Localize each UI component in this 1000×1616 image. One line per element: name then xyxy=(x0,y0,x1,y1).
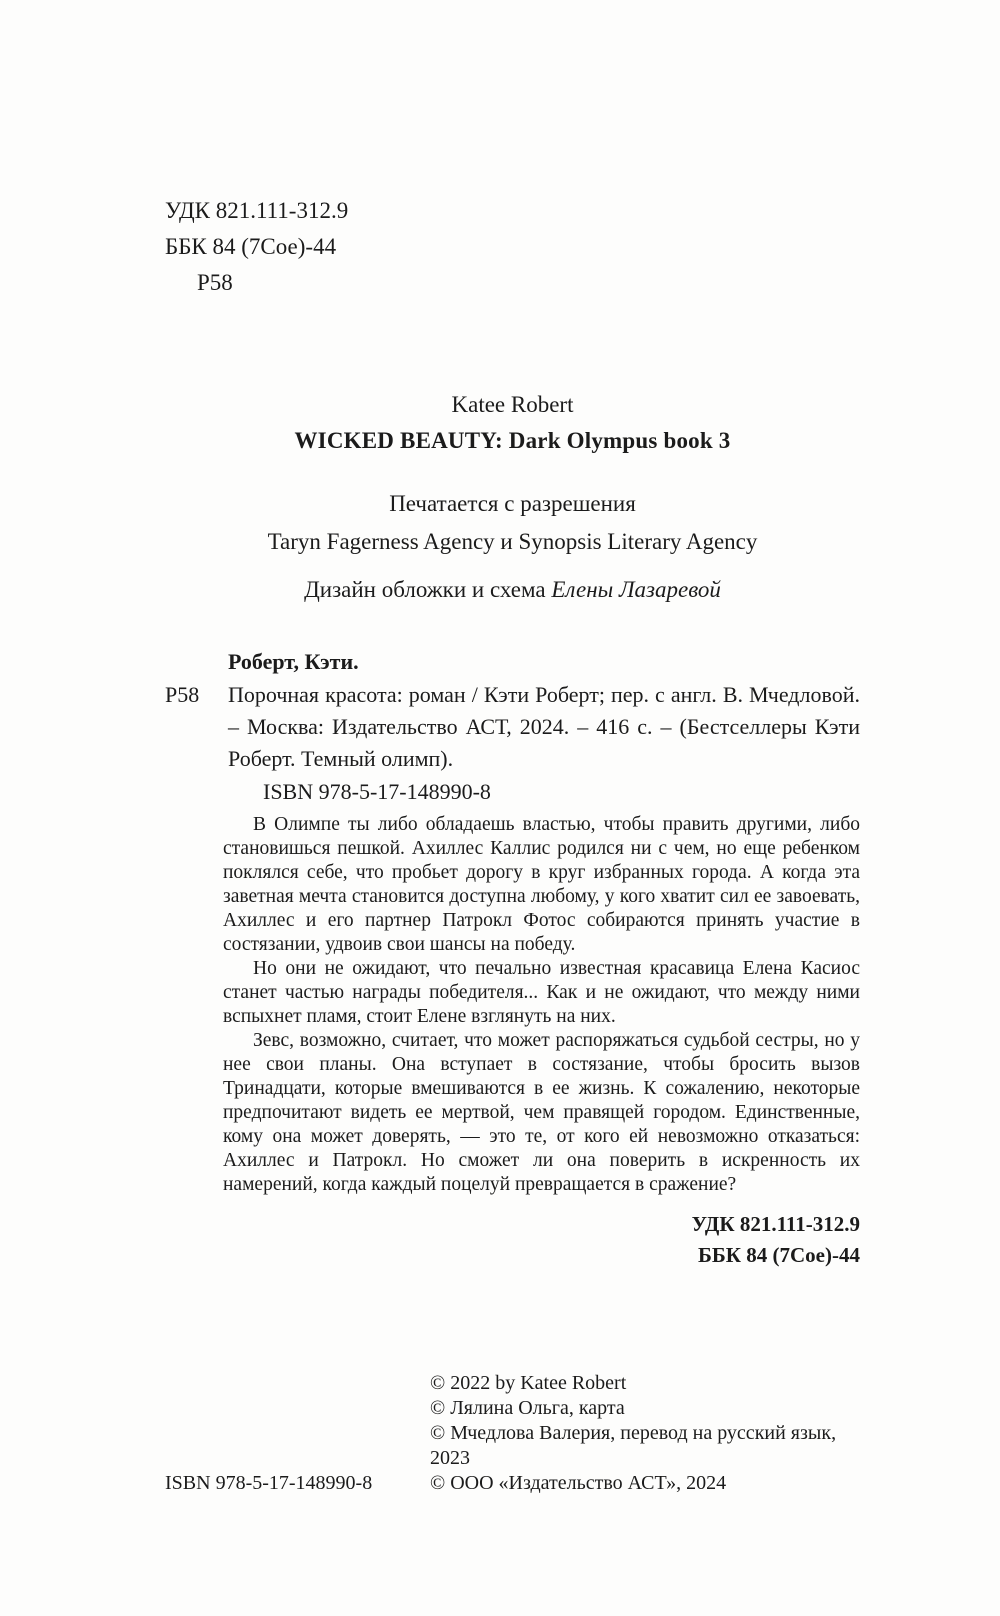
copyright-line-1: © 2022 by Katee Robert xyxy=(430,1372,627,1394)
copyright-line-3: © Мчедлова Валерия, перевод на русский язык, 2023 xyxy=(430,1422,837,1469)
isbn-mid: ISBN 978-5-17-148990-8 xyxy=(263,779,491,804)
bib-author: Роберт, Кэти. xyxy=(228,649,359,674)
bib-entry: Порочная красота: роман / Кэти Роберт; пер. с англ. В. Мчедловой. – Москва: Издательство АСТ, 2024. – 416 с. – (Бестселлеры Кэти Роберт. Темный олимп). xyxy=(228,682,860,771)
author-sign-code-margin: Р58 xyxy=(165,682,200,707)
original-title-block xyxy=(165,387,860,459)
permission-block xyxy=(165,485,860,561)
copyright-line-2: © Лялина Ольга, карта xyxy=(430,1397,625,1419)
author-sign-code-top: Р58 xyxy=(197,270,233,295)
permission-note: Печатается с разрешения xyxy=(389,491,636,516)
copyright-line-4: © ООО «Издательство АСТ», 2024 xyxy=(430,1472,727,1494)
bibliographic-record xyxy=(165,645,860,809)
design-credit-prefix: Дизайн обложки и схема xyxy=(304,577,552,602)
bbk-code-bottom: ББК 84 (7Сое)-44 xyxy=(698,1243,860,1267)
bbk-code-top: ББК 84 (7Сое)-44 xyxy=(165,234,337,259)
annotation-paragraph-1: В Олимпе ты либо обладаешь властью, чтобы править другими, либо становишься пешкой. Ахиллес Каллис родился ни с чем, но еще ребенком поклялся себе, что пробьет дорогу в круг избранных города. А когда эта заветная мечта становится доступна любому, у кого хватит сил ее завоевать, Ахиллес и его партнер Патрокл Фотос собираются принять участие в состязании, удвоив свои шансы на победу. xyxy=(223,814,860,955)
design-credit-name: Елены Лазаревой xyxy=(551,577,721,602)
classification-codes-top xyxy=(165,193,860,301)
agency-line: Taryn Fagerness Agency и Synopsis Literary Agency xyxy=(267,529,758,554)
original-author: Katee Robert xyxy=(451,392,574,417)
annotation-paragraph-2: Но они не ожидают, что печально известная красавица Елена Касиос станет частью награды победителя... Как и не ожидают, что между ними вспыхнет пламя, стоит Елене взглянуть на них. xyxy=(223,958,860,1027)
udk-code-bottom: УДК 821.111-312.9 xyxy=(691,1212,860,1236)
original-book-title: WICKED BEAUTY: Dark Olympus book 3 xyxy=(294,428,731,453)
isbn-bottom: ISBN 978-5-17-148990-8 xyxy=(165,1472,373,1494)
annotation-paragraph-3: Зевс, возможно, считает, что может распоряжаться судьбой сестры, но у нее свои планы. Она вступает в состязание, чтобы бросить вызов Тринадцати, которые вмешиваются в ее жизнь. К сожалению, некоторые предпочитают видеть ее мертвой, чем правящей городом. Единственные, кому она может доверять, — это те, от кого ей невозможно отказаться: Ахиллес и Патрокл. Но сможет ли она поверить в искренность их намерений, когда каждый поцелуй превращается в сражение? xyxy=(223,1030,860,1195)
cover-design-credit xyxy=(165,571,860,609)
imprint-block xyxy=(165,1371,860,1496)
classification-codes-bottom xyxy=(165,1209,860,1271)
annotation xyxy=(165,813,860,1197)
copyright-column xyxy=(430,1371,860,1496)
udk-code-top: УДК 821.111-312.9 xyxy=(165,198,349,223)
